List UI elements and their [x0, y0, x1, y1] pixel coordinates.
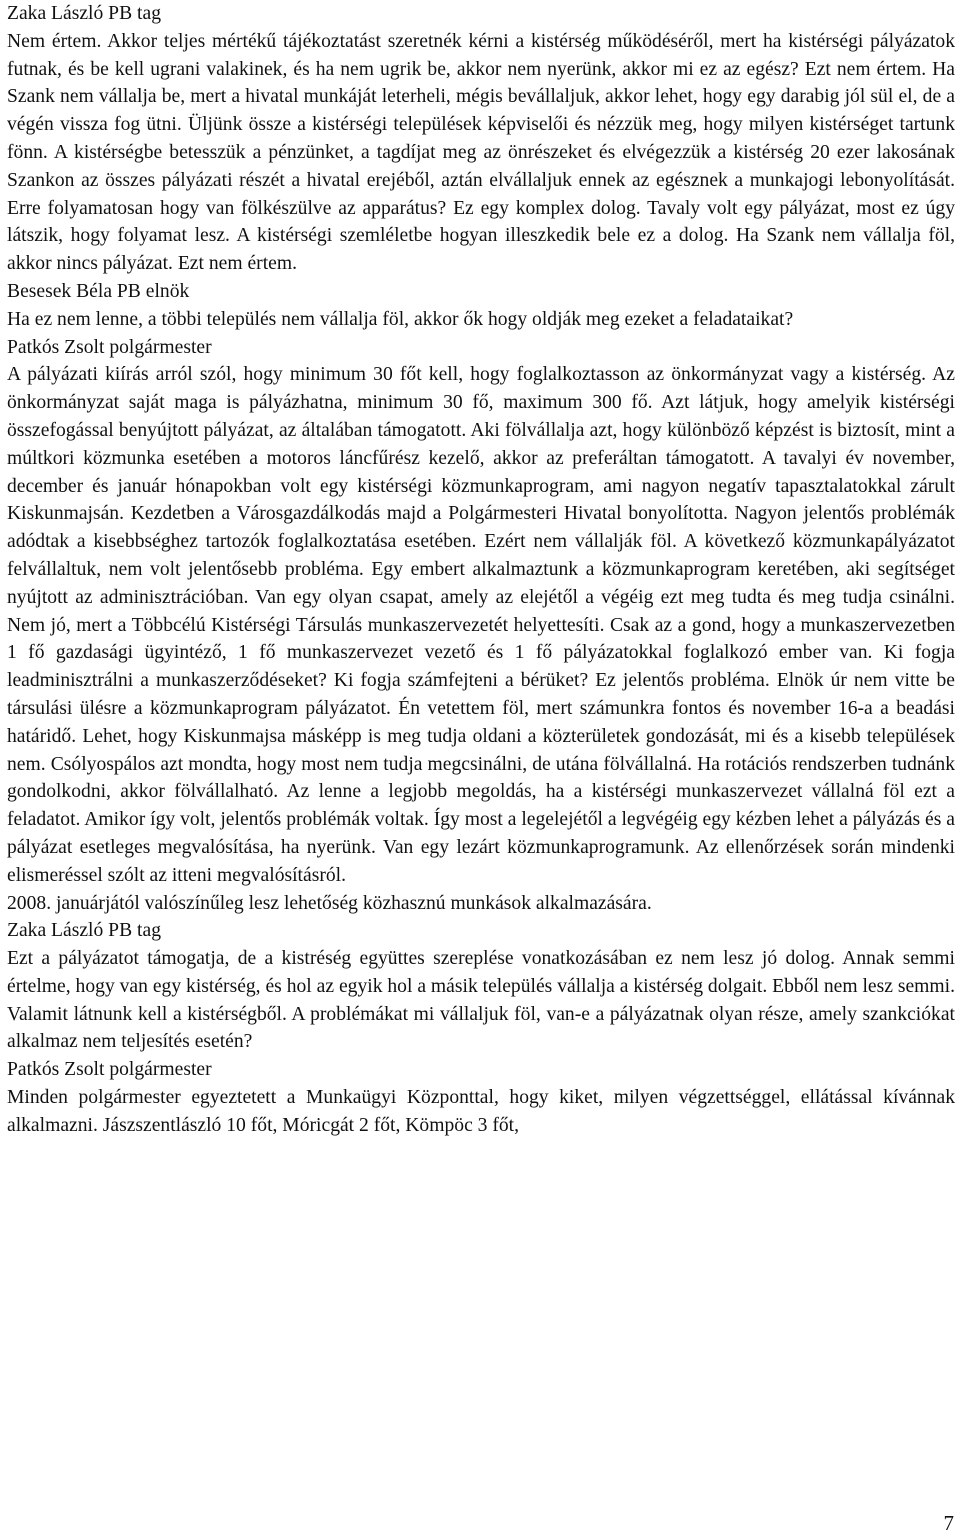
- document-page: [7, 0, 955, 1140]
- speaker-heading: Zaka László PB tag: [7, 920, 161, 942]
- speaker-heading: Besesek Béla PB elnök: [7, 280, 190, 302]
- paragraph: 2008. januárjától valószínűleg lesz lehetőség közhasznú munkások alkalmazására.: [7, 892, 652, 914]
- paragraph: Ha ez nem lenne, a többi település nem vállalja föl, akkor ők hogy oldják meg ezeket a feladataikat?: [7, 308, 794, 330]
- speaker-heading: Zaka László PB tag: [7, 3, 161, 24]
- speaker-heading: Patkós Zsolt polgármester: [7, 336, 212, 358]
- paragraph: Nem értem. Akkor teljes mértékű tájékoztatást szeretnék kérni a kistérség működéséről, mert ha kistérségi pályázatok futnak, és be kell ugrani valakinek, és ha nem ugrik be, akkor nem nyerünk, akkor mi ez az egész? Ezt nem értem. Ha Szank nem vállalja be, mert a hivatal munkáját leterheli, mégis bevállaljuk, akkor lehet, hogy egy darabig jól sül el, de a végén vissza fog ütni. Üljünk össze a kistérségi települések képviselői és nézzük meg, hogy milyen kistérséget tartunk fönn. A kistérségbe betesszük a pénzünket, a tagdíjat meg az önrészeket és elvégezzük a kistérség 20 ezer lakosának Szankon az összes pályázati részét a hivatal erejéből, aztán elvállaljuk ennek az egésznek a munkajogi lebonyolítását. Erre folyamatosan hogy van fölkészülve az apparátus? Ez egy komplex dolog. Tavaly volt egy pályázat, most ez úgy látszik, hogy folyamat lesz. A kistérségi szemléletbe hogyan illeszkedik bele ez a dolog. Ha Szank nem vállalja föl, akkor nincs pályázat. Ezt nem értem.: [7, 30, 955, 275]
- speaker-heading: Patkós Zsolt polgármester: [7, 1059, 212, 1081]
- paragraph: A pályázati kiírás arról szól, hogy minimum 30 főt kell, hogy foglalkoztasson az önkormányzat vagy a kistérség. Az önkormányzat saját maga is pályázhatna, minimum 30 fő, maximum 300 fő. Azt látjuk, hogy amelyik kistérségi összefogással benyújtott pályázat, az általában támogatott. Aki fölvállalja azt, hogy különböző képzést is biztosít, mint a múltkori közmunka esetében a motoros láncfűrész kezelő, akkor az preferáltan támogatott. A tavalyi év november, december és január hónapokban volt egy kistérségi közmunkaprogram, ami nagyon negatív tapasztalatokkal zárult Kiskunmajsán. Kezdetben a Városgazdálkodás majd a Polgármesteri Hivatal bonyolította. Nagyon jelentős problémák adódtak a kisebbséghez tartozók foglalkoztatása esetében. Ezért nem vállalják föl. A következő közmunkapályázatot felvállaltuk, nem volt jelentősebb probléma. Egy embert alkalmaztunk a közmunkaprogram keretében, aki segítséget nyújtott az adminisztrációban. Van egy olyan csapat, amely az elejétől a végéig ezt meg tudta és meg tudja csinálni. Nem jó, mert a Többcélú Kistérségi Társulás munkaszervezetét helyettesíti. Csak az a gond, hogy a munkaszervezetben 1 fő gazdasági ügyintéző, 1 fő munkaszervezet vezető és 1 fő pályázatokkal foglalkozó ember van. Ki fogja leadminisztrálni a munkaszerződéseket? Ki fogja számfejteni a bérüket? Ez jelentős probléma. Elnök úr nem vitte be társulási ülésre a közmunkaprogram pályázatot. Én vetettem föl, mert számunkra fontos és november 16-a a beadási határidő. Lehet, hogy Kiskunmajsa másképp is meg tudja oldani a közterületek gondozását, mi és a kisebb települések nem. Csólyospálos azt mondta, hogy most nem tudja megcsinálni, de utána fölvállalná. Ha rotációs rendszerben tudnánk gondolkodni, akkor fölvállalható. Az lenne a legjobb megoldás, ha a kistérségi munkaszervezet vállalná föl ezt a feladatot. Amikor így volt, jelentős problémák voltak. Így most a legelejétől a legvégéig egy kézben lehet a pályázás és a pályázat esetleges megvalósítása, ha nyerünk. Van egy lezárt közmunkaprogramunk. Az ellenőrzések során mindenki elismeréssel szólt az itteni megvalósításról.: [7, 364, 955, 886]
- paragraph: Ezt a pályázatot támogatja, de a kistréség együttes szereplése vonatkozásában ez nem lesz jó dolog. Annak semmi értelme, hogy van egy kistérség, és hol az egyik hol a másik település vállalja a kistérség dolgait. Ebből nem lesz semmi. Valamit látnunk kell a kistérségből. A problémákat mi vállaljuk föl, van-e a pályázatnak olyan része, amely szankciókat alkalmaz nem teljesítés esetén?: [7, 948, 955, 1053]
- page-number: 7: [943, 1511, 954, 1535]
- paragraph: Minden polgármester egyeztetett a Munkaügyi Központtal, hogy kiket, milyen végzettséggel, ellátással kívánnak alkalmazni. Jászszentlászló 10 főt, Móricgát 2 főt, Kömpöc 3 főt,: [7, 1087, 955, 1136]
